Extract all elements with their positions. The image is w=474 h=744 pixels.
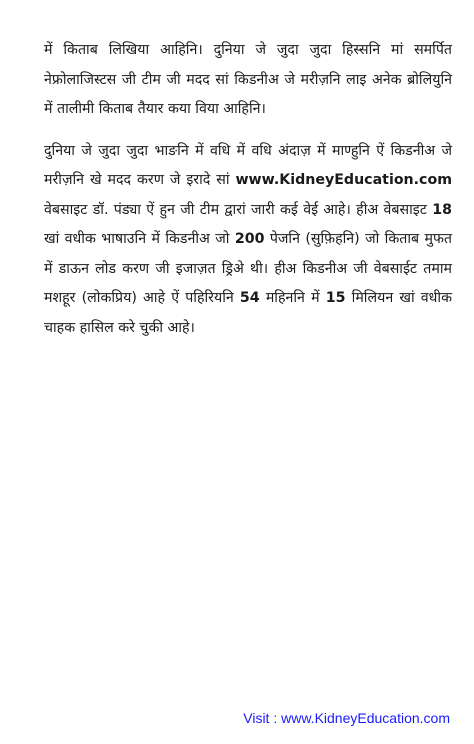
paragraph-2-segment-1: दुनिया जे जुदा जुदा भाङनि में वधि में वधि अंदाज़ में माण्हुनि ऐं किडनीअ जे मरीज़नि खे मदद करण जे इरादे सां [44, 142, 452, 188]
paragraph-2-segment-3: खां वधीक भाषाउनि में किडनीअ जो [44, 231, 235, 247]
paragraph-2-segment-6: मिलियन खां वधीक चाहक हासिल करे चुकी आहे। [44, 290, 452, 336]
footer-url: www.KidneyEducation.com [281, 710, 450, 726]
footer-prefix: Visit : [243, 710, 282, 726]
paragraph-2-segment-4: पेजनि (सुफ़िहनि) जो किताब मुफत में डाऊन लोड करण जी इजाज़त ड्रिअे थी। हीअ किडनीअ जी वेबसाईट तमाम मशहूर (लोकप्रिय) आहे ऐं पहिरियनि [44, 231, 453, 306]
paragraph-2-segment-2: वेबसाइट डॉ. पंड्या ऐं हुन जी टीम द्वारां जारी कई वेई आहे। हीअ वेबसाइट [44, 201, 433, 218]
website-name: www.KidneyEducation.com [235, 172, 452, 188]
million-count: 15 [325, 290, 346, 306]
paragraph-1: में किताब लिखिया आहिनि। दुनिया जे जुदा जुदा हिस्सनि मां समर्पित नेफ्रोलाजिस्टस जी टीम जी मदद सां किडनीअ जे मरीज़नि लाइ अनेक ब्रोलियुनि में तालीमी किताब तैयार कया विया आहिनि। [44, 42, 452, 117]
paragraph-2 [44, 137, 452, 344]
footer-link[interactable] [243, 710, 450, 726]
page-count: 200 [234, 231, 265, 247]
body-text [44, 36, 452, 357]
language-count: 18 [432, 201, 452, 218]
paragraph-2-segment-5: महिननि में [259, 290, 326, 306]
footer-visit [243, 710, 450, 726]
month-count: 54 [239, 290, 260, 306]
